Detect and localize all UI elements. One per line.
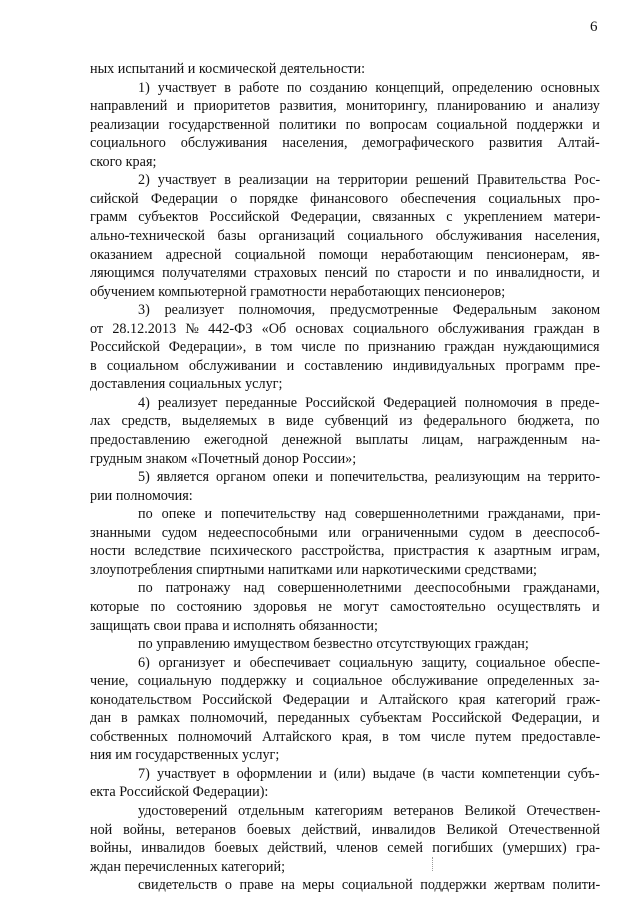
text-line: ния им государственных услуг;	[90, 747, 280, 763]
text-line: чение, социальную поддержку и социальное обслуживание определенных за-	[90, 673, 600, 689]
text-line: предоставлению ежегодной денежной выплаты лицам, награжденным на-	[90, 432, 601, 448]
text-line: ждан перечисленных категорий;	[90, 859, 286, 875]
text-line: дан в рамках полномочий, переданных субъектам Российской Федерации, и	[90, 710, 600, 726]
text-line: войны, инвалидов боевых действий, членов семей погибших (умерших) гра-	[90, 840, 601, 856]
text-line: 5) является органом опеки и попечительства, реализующим на террито-	[138, 469, 601, 485]
scan-artifact-mark	[432, 857, 434, 871]
text-line: 4) реализует переданные Российской Федерацией полномочия в преде-	[138, 395, 600, 411]
text-line: реализации государственной политики по вопросам социальной поддержки и	[90, 117, 600, 133]
text-line: по опеке и попечительству над совершеннолетними гражданами, при-	[138, 506, 601, 522]
text-line: ности вследствие психического расстройства, пристрастия к азартным играм,	[90, 543, 601, 559]
text-line: сийской Федерации о порядке финансового обеспечения социальных про-	[90, 191, 600, 207]
text-line: свидетельств о праве на меры социальной поддержки жертвам полити-	[138, 877, 601, 893]
text-line: рии полномочия:	[90, 488, 193, 504]
text-line: Российской Федерации», в том числе по признанию граждан нуждающимися	[90, 339, 600, 355]
text-line: 3) реализует полномочия, предусмотренные Федеральным законом	[138, 302, 601, 318]
text-line: конодательством Российской Федерации и Алтайского края категорий граж-	[90, 692, 601, 708]
text-line: 7) участвует в оформлении и (или) выдаче (в части компетенции субъ-	[138, 766, 600, 782]
text-line: которые по состоянию здоровья не могут самостоятельно осуществлять и	[90, 599, 600, 615]
text-line: обучением компьютерной грамотности неработающих пенсионеров;	[90, 284, 506, 300]
text-line: социального обслуживания населения, демографического развития Алтай-	[90, 135, 600, 151]
text-line: защищать свои права и исполнять обязанности;	[90, 618, 378, 634]
text-line: оказанием адресной социальной помощи неработающим пенсионерам, яв-	[90, 247, 600, 263]
text-line: по управлению имуществом безвестно отсутствующих граждан;	[138, 636, 529, 652]
text-line: собственных полномочий Алтайского края, в том числе путем предоставле-	[90, 729, 601, 745]
text-line: ально-технической базы организаций социального обслуживания населения,	[90, 228, 601, 244]
text-line: знанными судом недееспособными или ограниченными судом в дееспособ-	[90, 525, 600, 541]
text-line: направлений и приоритетов развития, мониторингу, планированию и анализу	[90, 98, 600, 114]
text-line: ляющимся получателями страховых пенсий по старости и по инвалидности, и	[90, 265, 600, 281]
text-line: ной войны, ветеранов боевых действий, инвалидов Великой Отечественной	[90, 822, 600, 838]
text-line: грудным знаком «Почетный донор России»;	[90, 451, 357, 467]
text-line: от 28.12.2013 № 442-ФЗ «Об основах социального обслуживания граждан в	[90, 321, 600, 337]
text-line: удостоверений отдельным категориям ветеранов Великой Отечествен-	[138, 803, 601, 819]
text-line: грамм субъектов Российской Федерации, связанных с укреплением матери-	[90, 209, 601, 225]
page-number: 6	[590, 19, 598, 35]
text-line: доставления социальных услуг;	[90, 376, 283, 392]
text-line: 1) участвует в работе по созданию концепций, определению основных	[138, 80, 600, 96]
text-line: лах средств, выделяемых в виде субвенций из федерального бюджета, по	[90, 413, 600, 429]
text-line: злоупотребления спиртными напитками или наркотическими средствами;	[90, 562, 537, 578]
text-line: в социальном обслуживании и составлению индивидуальных программ пре-	[90, 358, 601, 374]
text-line: ных испытаний и космической деятельности:	[90, 61, 366, 77]
text-line: 2) участвует в реализации на территории решений Правительства Рос-	[138, 172, 601, 188]
text-line: екта Российской Федерации):	[90, 784, 269, 800]
text-line: по патронажу над совершеннолетними дееспособными гражданами,	[138, 580, 600, 596]
text-line: 6) организует и обеспечивает социальную защиту, социальное обеспе-	[138, 655, 600, 671]
text-line: ского края;	[90, 154, 157, 170]
